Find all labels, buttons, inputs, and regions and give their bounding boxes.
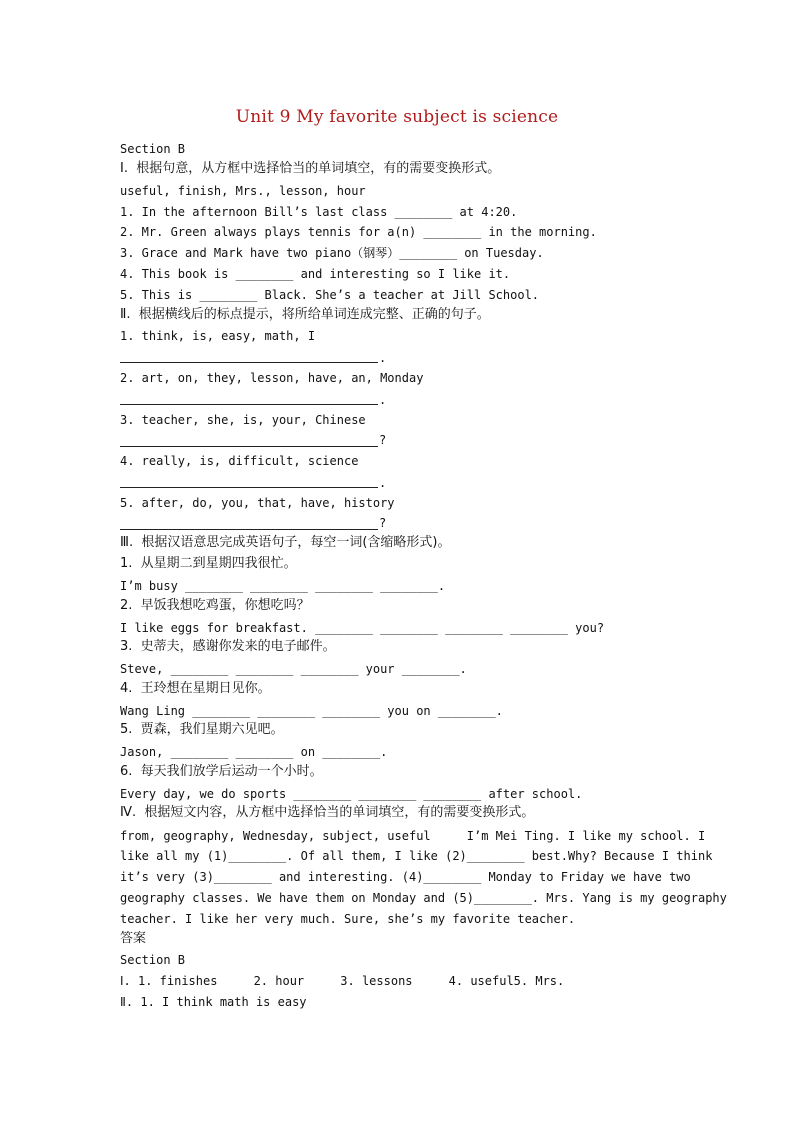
end-punctuation: ? bbox=[379, 433, 387, 447]
part1-word-box: useful, finish, Mrs., lesson, hour bbox=[120, 184, 366, 198]
end-punctuation: . bbox=[379, 351, 387, 365]
part4-passage-line-4: geography classes. We have them on Monday and (5)________. Mrs. Yang is my geography bbox=[120, 891, 727, 905]
part3-item-2-chinese: 2. 早饭我想吃鸡蛋，你想吃吗？ bbox=[120, 598, 310, 613]
answer-line bbox=[120, 362, 378, 363]
part3-heading: Ⅲ. 根据汉语意思完成英语句子，每空一词(含缩略形式)。 bbox=[120, 535, 451, 550]
part1-heading: Ⅰ. 根据句意，从方框中选择恰当的单词填空，有的需要变换形式。 bbox=[120, 161, 501, 176]
part3-item-6-english: Every day, we do sports ________ ________ ________ after school. bbox=[120, 787, 583, 801]
part3-item-1-english: I’m busy ________ ________ ________ ________. bbox=[120, 579, 446, 593]
part4-passage-line-1: from, geography, Wednesday, subject, useful I’m Mei Ting. I like my school. I bbox=[120, 829, 706, 843]
part4-passage-line-3: it’s very (3)________ and interesting. (4)________ Monday to Friday we have two bbox=[120, 870, 691, 884]
part3-item-5-chinese: 5. 贾森，我们星期六见吧。 bbox=[120, 722, 284, 737]
part1-item-2: 2. Mr. Green always plays tennis for a(n) ________ in the morning. bbox=[120, 225, 597, 239]
part2-item-4-words: 4. really, is, difficult, science bbox=[120, 454, 359, 468]
end-punctuation: . bbox=[379, 393, 387, 407]
answers-part2: Ⅱ. 1. I think math is easy bbox=[120, 995, 307, 1009]
end-punctuation: . bbox=[379, 476, 387, 490]
part1-item-3: 3. Grace and Mark have two piano（钢琴）________ on Tuesday. bbox=[120, 246, 544, 260]
part2-heading: Ⅱ. 根据横线后的标点提示，将所给单词连成完整、正确的句子。 bbox=[120, 307, 490, 322]
part4-heading: Ⅳ. 根据短文内容，从方框中选择恰当的单词填空，有的需要变换形式。 bbox=[120, 805, 535, 820]
answer-line bbox=[120, 446, 378, 447]
end-punctuation: ? bbox=[379, 516, 387, 530]
answers-heading: 答案 bbox=[120, 931, 147, 946]
answers-part1: Ⅰ. 1. finishes 2. hour 3. lessons 4. useful5. Mrs. bbox=[120, 974, 565, 988]
part3-item-5-english: Jason, ________ ________ on ________. bbox=[120, 745, 388, 759]
part3-item-3-english: Steve, ________ ________ ________ your ________. bbox=[120, 662, 467, 676]
part2-item-5-words: 5. after, do, you, that, have, history bbox=[120, 496, 395, 510]
part4-passage-line-5: teacher. I like her very much. Sure, she’s my favorite teacher. bbox=[120, 912, 576, 926]
part1-item-4: 4. This book is ________ and interesting so I like it. bbox=[120, 267, 511, 281]
part2-item-2-words: 2. art, on, they, lesson, have, an, Monday bbox=[120, 371, 424, 385]
part4-passage-line-2: like all my (1)________. Of all them, I like (2)________ best.Why? Because I think bbox=[120, 849, 713, 863]
part3-item-4-english: Wang Ling ________ ________ ________ you on ________. bbox=[120, 704, 503, 718]
section-label: Section B bbox=[120, 142, 186, 156]
part3-item-3-chinese: 3. 史蒂夫，感谢你发来的电子邮件。 bbox=[120, 639, 336, 654]
part3-item-1-chinese: 1. 从星期二到星期四我很忙。 bbox=[120, 556, 297, 571]
answer-line bbox=[120, 404, 378, 405]
page-title: Unit 9 My favorite subject is science bbox=[235, 107, 559, 127]
part3-item-2-english: I like eggs for breakfast. ________ ________ ________ ________ you? bbox=[120, 621, 605, 635]
part1-item-1: 1. In the afternoon Bill’s last class ________ at 4:20. bbox=[120, 205, 518, 219]
answers-section-label: Section B bbox=[120, 953, 186, 967]
part2-item-1-words: 1. think, is, easy, math, I bbox=[120, 329, 316, 343]
answer-line bbox=[120, 529, 378, 530]
part3-item-4-chinese: 4. 王玲想在星期日见你。 bbox=[120, 681, 271, 696]
part1-item-5: 5. This is ________ Black. She’s a teacher at Jill School. bbox=[120, 288, 540, 302]
part2-item-3-words: 3. teacher, she, is, your, Chinese bbox=[120, 413, 366, 427]
answer-line bbox=[120, 487, 378, 488]
part3-item-6-chinese: 6. 每天我们放学后运动一个小时。 bbox=[120, 764, 323, 779]
